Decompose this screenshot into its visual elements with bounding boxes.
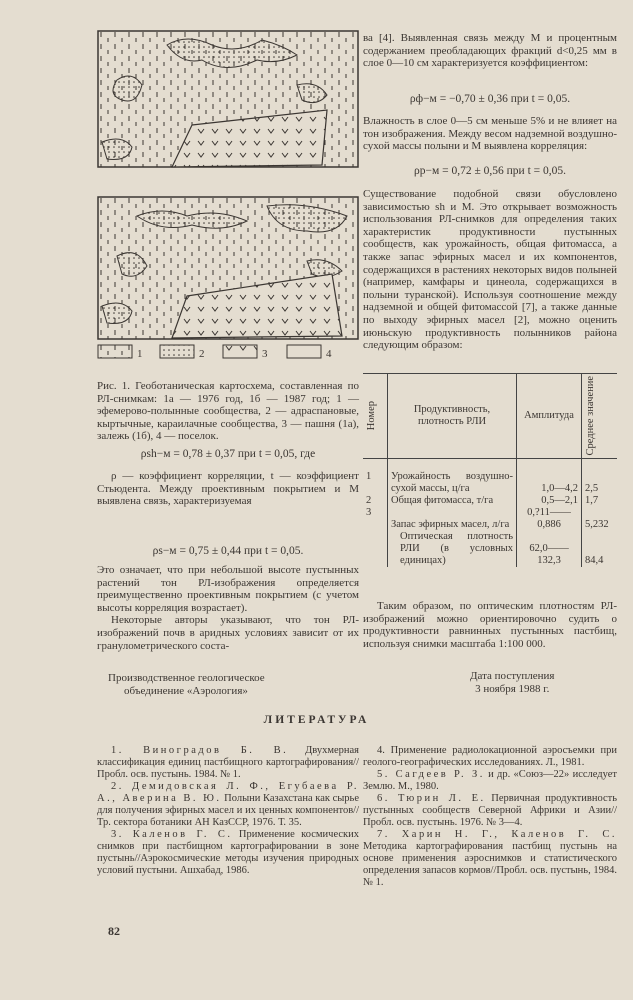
- reference-item: [363, 829, 617, 889]
- table-row: [363, 458, 617, 495]
- paragraph: [363, 600, 617, 650]
- reference-item: [363, 745, 617, 769]
- affiliation: [108, 672, 265, 697]
- paragraph-text: Существование подобной связи обусловлено зависимостью sh и М. Это открывает возможность использования РЛ-снимков для определения таких характеристик продуктивности пустынных сообществ, как урожайность, общая фитомасса, а также запас эфирных масел и их компонентов, содержащихся в растениях некоторых видов полыней (например, камфары и цинеола, содержащихся в полыни туранской). Используя соотношение между надземной и общей фитомассой [7], а также данные по выходу эфирных масел [2], можно оценить июньскую продуктивность полынников района следующим образом:: [363, 188, 617, 352]
- map-legend: [97, 343, 362, 361]
- cell-num: [363, 531, 388, 567]
- date-label: Дата поступления: [470, 670, 555, 682]
- reference-item: [363, 793, 617, 829]
- cell-mean: 84,4: [582, 531, 618, 567]
- reference-text: Двухмерная классификация единиц пастбищного картографирования//Пробл. осв. пустынь. 1984. № 1.: [97, 745, 359, 780]
- cell-mean: 2,5: [582, 458, 618, 495]
- paragraph: [363, 188, 617, 352]
- reference-author: 1. Виноградов Б. В.: [111, 745, 289, 756]
- cell-amp: 0,?11——0,886: [517, 507, 582, 531]
- header-mean: Среднее значение: [585, 376, 596, 456]
- references-left: [97, 745, 359, 877]
- legend-label-2: 2: [199, 348, 205, 360]
- paragraph-text: Таким образом, по оптическим плотностям РЛ-изображений можно ориентировочно судить о продуктивности равнинных пустынных пастбищ, используя снимки масштаба 1:100 000.: [363, 600, 617, 650]
- cell-num: 1: [366, 470, 372, 482]
- cell-mean: 5,232: [582, 507, 618, 531]
- received-date: [470, 670, 554, 695]
- formula-r-m: ρр−м = 0,72 ± 0,56 при t = 0,05.: [413, 165, 567, 177]
- reference-item: [97, 745, 359, 781]
- productivity-table: [363, 373, 617, 567]
- reference-item: [97, 829, 359, 877]
- legend-label-1: 1: [137, 348, 143, 360]
- reference-text: Полыни Казахстана как сырье для получения эфирных масел и их ценных компонентов//Тр. сектора ботаники АН КазССР, 1976. Т. 35.: [97, 793, 359, 828]
- reference-author: 2. Демидовская Л. Ф., Егубаева Р. А., Аверина В. Ю.: [97, 781, 359, 804]
- reference-author: 6. Тюрин Л. Е.: [377, 793, 486, 804]
- cell-name: Общая фитомасса, т/га: [388, 495, 517, 507]
- map-1a: [97, 30, 359, 168]
- caption-text: Рис. 1. Геоботаническая картосхема, составленная по РЛ-снимкам: 1а — 1976 год, 1б — 1987 год; 1 — эфемерово-полынные сообщества, 2 — адраспановые, кыртычные, караилачные сообщества, 3 — пашня (1а), залежь (1б), 4 — поселок.: [97, 380, 359, 443]
- formula-s-m: ρs−м = 0,75 ± 0,44 при t = 0,05.: [152, 545, 304, 557]
- reference-item: [363, 769, 617, 793]
- cell-amp: 0,5—2,1: [517, 495, 582, 507]
- reference-item: [97, 781, 359, 829]
- reference-author: 5. Сагдеев Р. З.: [377, 769, 485, 780]
- reference-text: Методика картографирования пастбищ пустынь на основе применения аэроснимков и статистического определения запасов кормов//Пробл. осв. пустынь, 1984. № 1.: [363, 841, 617, 888]
- table-row: [363, 495, 617, 507]
- reference-text: Первичная продуктивность пустынных сообществ Северной Африки и Азии//Пробл. осв. пустынь. 1976. № 3—4.: [363, 793, 617, 828]
- paragraph-text: ва [4]. Выявленная связь между М и процентным содержанием преобладающих фракций d<0,25 мм в слое 0—10 см характеризуется коэффициентом:: [363, 32, 617, 70]
- references-right: [363, 745, 617, 889]
- references-title: ЛИТЕРАТУРА: [263, 714, 370, 726]
- affiliation-line: Производственное геологическое: [108, 672, 265, 684]
- cell-name: Запас эфирных масел, л/га: [388, 507, 517, 531]
- table-row: [363, 531, 617, 567]
- paragraph: [97, 470, 359, 508]
- formula-sh-m: ρsh−м = 0,78 ± 0,37 при t = 0,05, где: [140, 448, 316, 460]
- page-number: 82: [108, 924, 120, 938]
- reference-author: 3. Каленов Г. С.: [111, 829, 233, 840]
- header-productivity: Продуктивность, плотность РЛИ: [413, 403, 491, 427]
- figure-caption: [97, 380, 359, 443]
- formula-f-m: ρф−м = −0,70 ± 0,36 при t = 0,05.: [409, 93, 571, 105]
- paragraph: [97, 564, 359, 652]
- table-row: [363, 507, 617, 531]
- cell-name: Оптическая плотность РЛИ (в условных единицах): [388, 531, 517, 567]
- header-number: Номер: [366, 401, 377, 431]
- cell-num: 2: [366, 494, 372, 506]
- date-value: 3 ноября 1988 г.: [475, 682, 550, 695]
- paragraph-text: Это означает, что при небольшой высоте пустынных растений тон РЛ-изображения определяется преимущественно проективным покрытием (с учетом высоты корреляция возрастает).: [97, 564, 359, 614]
- cell-amp: 62,0——132,3: [517, 531, 582, 567]
- map-1b: [97, 196, 359, 340]
- legend-label-4: 4: [326, 348, 332, 360]
- legend-label-3: 3: [262, 348, 268, 360]
- reference-author: 7. Харин Н. Г., Каленов Г. С.: [377, 829, 617, 840]
- cell-name: Урожайность воздушно-сухой массы, ц/га: [388, 458, 517, 495]
- paragraph-text: Некоторые авторы указывают, что тон РЛ-изображений почв в аридных условиях зависит от их гранулометрического соста-: [97, 614, 359, 652]
- cell-amp: 1,0—4,2: [517, 458, 582, 495]
- paragraph-text: ρ — коэффициент корреляции, t — коэффициент Стьюдента. Между проективным покрытием и М выявлена связь, характеризуемая: [97, 470, 359, 508]
- reference-text: и др. «Союз—22» исследует Землю. М., 1980.: [363, 769, 617, 792]
- cell-num: 3: [366, 506, 372, 518]
- reference-text: 4. Применение радиолокационной аэросъемки при геолого-географических исследованиях. Л., 1981.: [363, 745, 617, 768]
- cell-mean: 1,7: [582, 495, 618, 507]
- paragraph-text: Влажность в слое 0—5 см меньше 5% и не влияет на тон изображения. Между весом надземной воздушно-сухой массы полыни и М выявлена корреляция:: [363, 115, 617, 153]
- affiliation-line: объединение «Аэрология»: [124, 684, 248, 697]
- paragraph: [363, 32, 617, 70]
- reference-text: Применение космических снимков при пастбищном картографировании в зоне пустынь//Аэрокосмические методы изучения природных условий пустыни. Ашхабад, 1986.: [97, 829, 360, 876]
- header-amplitude: Амплитуда: [524, 409, 574, 421]
- paragraph: [363, 115, 617, 153]
